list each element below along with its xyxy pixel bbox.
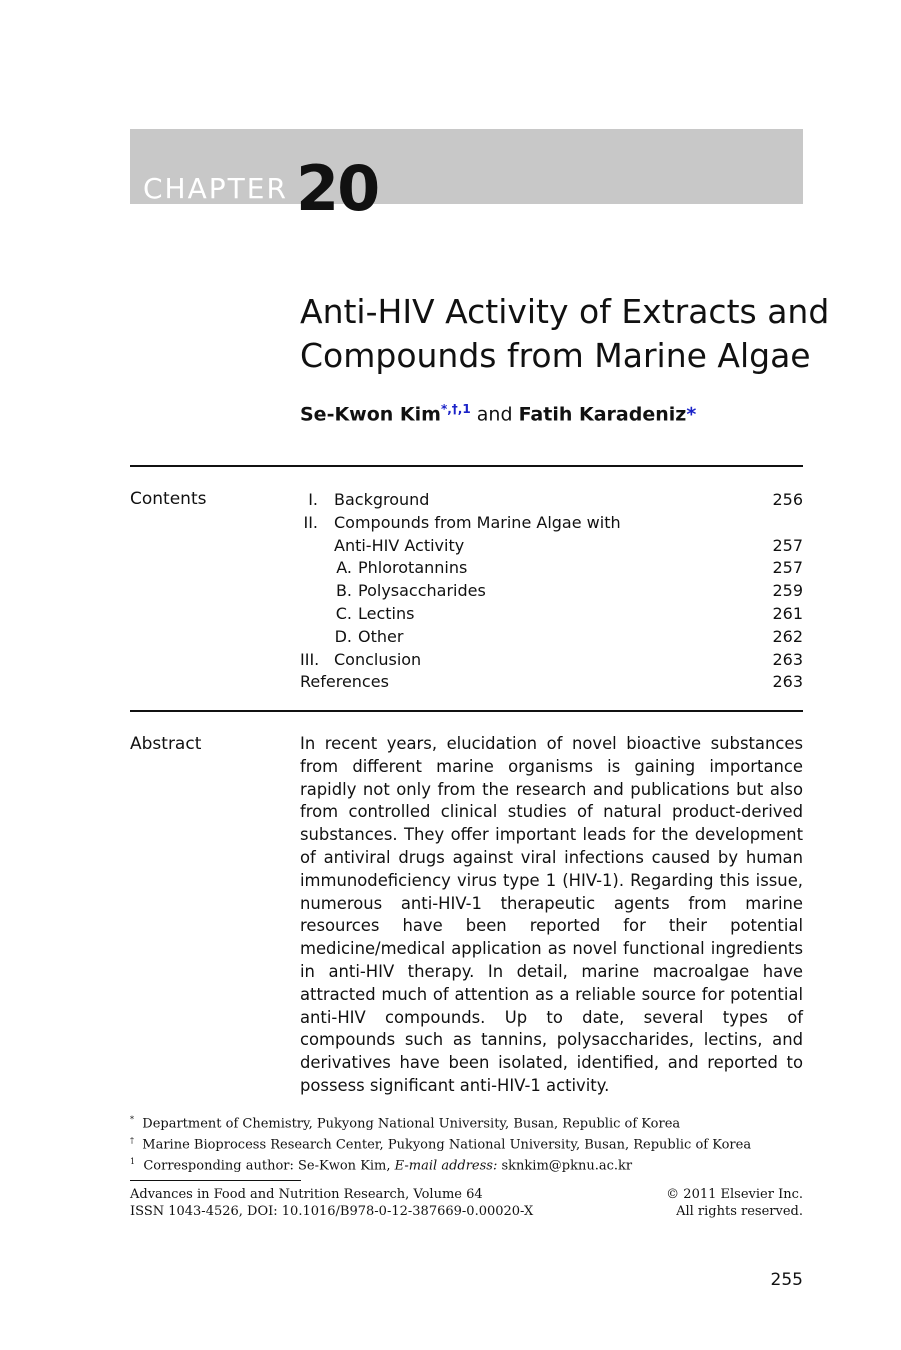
toc-page: 257 — [772, 558, 803, 578]
contents-label: Contents — [130, 489, 207, 509]
footnote — [130, 1154, 803, 1175]
copyright-info — [666, 1186, 803, 1220]
publication-info — [130, 1186, 533, 1220]
toc-num: III. — [300, 649, 320, 669]
toc-row[interactable] — [300, 557, 803, 580]
footnotes — [130, 1112, 803, 1174]
chapter-word: CHAPTER — [143, 172, 288, 205]
author-2: Fatih Karadeniz — [518, 403, 687, 426]
author-1-marks[interactable]: *,†,1 — [440, 402, 471, 416]
toc-row[interactable] — [300, 603, 803, 626]
footnote-rule — [130, 1180, 301, 1181]
abstract-text: In recent years, elucidation of novel bioactive substances from different marine organisms is gaining importance rapidly not only from the research and publications but also from controlled clinical studies of natural product-derived substances. They offer important leads for the development of antiviral drugs against viral infections caused by human immunodeficiency virus type 1 (HIV-1). Regarding this issue, numerous anti-HIV-1 therapeutic agents from marine resources have been reported for their potential medicine/medical application as novel functional ingredients in anti-HIV therapy. In detail, marine macroalgae have attracted much of attention as a reliable source for potential anti-HIV compounds. Up to date, several types of compounds such as tannins, polysaccharides, lectins, and derivatives have been isolated, identified, and reported to possess significant anti-HIV-1 activity. — [300, 734, 803, 1095]
title-line-2: Compounds from Marine Algae — [300, 336, 811, 375]
toc-page: 256 — [772, 490, 803, 509]
toc-num: B. — [335, 581, 352, 601]
copyright-line: © 2011 Elsevier Inc. — [666, 1187, 803, 1202]
toc-page: 263 — [772, 649, 803, 669]
footnote-text: Corresponding author: Se-Kwon Kim, — [143, 1157, 391, 1173]
toc-num: II. — [303, 512, 318, 532]
footnote-mark: † — [130, 1135, 134, 1145]
author-2-mark[interactable]: * — [686, 403, 697, 426]
toc-row[interactable] — [300, 489, 803, 512]
toc-page: 263 — [772, 672, 803, 692]
chapter-number: 20 — [296, 152, 379, 225]
footnote-text: Marine Bioprocess Research Center, Pukyong National University, Busan, Republic of Korea — [142, 1137, 752, 1153]
toc-label: References — [300, 672, 389, 692]
author-1: Se-Kwon Kim — [300, 403, 441, 426]
footnote — [130, 1112, 803, 1133]
toc-label: Compounds from Marine Algae with — [334, 512, 621, 532]
toc-label: Lectins — [358, 603, 415, 623]
toc-num: A. — [336, 558, 352, 578]
table-of-contents — [300, 489, 803, 694]
email-link[interactable]: sknkim@pknu.ac.kr — [501, 1157, 633, 1173]
toc-num: C. — [335, 603, 352, 623]
toc-row[interactable] — [300, 626, 803, 649]
footnote-mark: 1 — [130, 1156, 136, 1166]
title-line-1: Anti-HIV Activity of Extracts and — [300, 292, 830, 331]
toc-page: 262 — [772, 626, 803, 646]
toc-page: 257 — [772, 535, 803, 555]
toc-row[interactable] — [300, 535, 803, 558]
toc-row[interactable] — [300, 512, 803, 535]
toc-label: Other — [358, 626, 404, 646]
journal-line: Advances in Food and Nutrition Research, Volume 64 — [130, 1187, 483, 1202]
toc-num: D. — [334, 626, 352, 646]
toc-page: 259 — [772, 581, 803, 601]
issn-doi-line: ISSN 1043-4526, DOI: 10.1016/B978-0-12-387669-0.00020-X — [130, 1204, 534, 1219]
abstract-label: Abstract — [130, 734, 202, 754]
page-number: 255 — [770, 1270, 803, 1290]
author-connector: and — [476, 403, 513, 426]
toc-row[interactable] — [300, 580, 803, 603]
footnote-text: Department of Chemistry, Pukyong National University, Busan, Republic of Korea — [142, 1116, 681, 1132]
toc-label: Polysaccharides — [358, 581, 486, 601]
toc-label: Background — [334, 490, 430, 509]
toc-page: 261 — [772, 603, 803, 623]
toc-label: Conclusion — [334, 649, 422, 669]
rights-line: All rights reserved. — [676, 1204, 803, 1219]
toc-label: Phlorotannins — [358, 558, 468, 578]
contents-bottom-rule — [130, 710, 803, 712]
toc-label: Anti-HIV Activity — [334, 535, 465, 555]
email-label: E-mail address: — [394, 1157, 498, 1173]
footnote-mark: * — [130, 1115, 134, 1124]
authors — [300, 402, 696, 425]
contents-top-rule — [130, 465, 803, 467]
chapter-title — [300, 290, 830, 378]
footnote — [130, 1133, 803, 1154]
toc-row[interactable] — [300, 649, 803, 672]
toc-row[interactable] — [300, 671, 803, 694]
toc-num: I. — [308, 490, 318, 509]
